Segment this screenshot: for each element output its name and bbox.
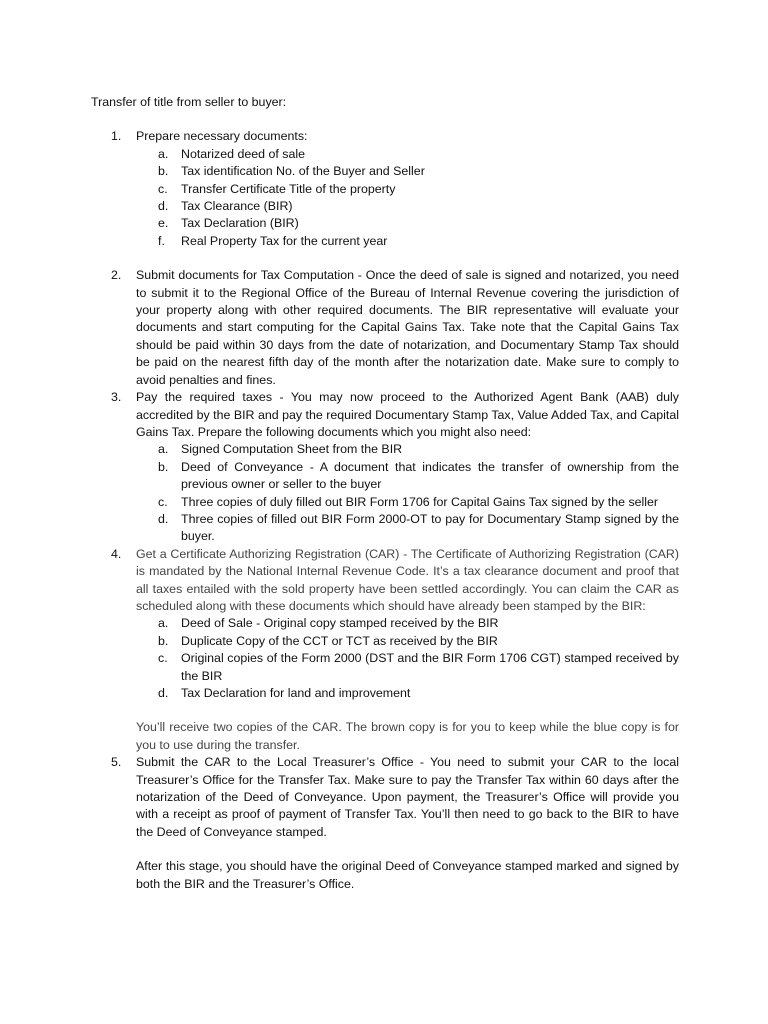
item-letter: d. (158, 199, 169, 214)
document-title: Transfer of title from seller to buyer: (91, 95, 287, 109)
item-letter: a. (158, 616, 169, 631)
step-note: After this stage, you should have the original Deed of Conveyance stamped marked and signed by both the BIR and the Treasurer’s Office. (136, 859, 679, 891)
item-letter: c. (158, 181, 168, 196)
item-text: Tax identification No. of the Buyer and Seller (181, 164, 425, 179)
list-item (136, 163, 679, 180)
item-text: Three copies of filled out BIR Form 2000-OT to pay for Documentary Stamp signed by the buyer. (181, 511, 679, 544)
step-1 (91, 128, 679, 250)
item-text: Signed Computation Sheet from the BIR (181, 442, 403, 457)
steps-list (91, 128, 679, 893)
list-item (136, 459, 679, 494)
step-3 (91, 389, 679, 546)
list-item (136, 181, 679, 198)
item-text: Tax Declaration (BIR) (181, 216, 299, 231)
item-letter: c. (158, 494, 168, 509)
step-note: You’ll receive two copies of the CAR. The brown copy is for you to keep while the blue copy is for you to use during the transfer. (136, 720, 679, 752)
list-item (136, 233, 679, 250)
step-2 (91, 267, 679, 389)
item-letter: f. (158, 233, 165, 248)
item-letter: d. (158, 686, 169, 700)
item-text: Real Property Tax for the current year (181, 233, 388, 248)
item-text: Transfer Certificate Title of the property (181, 181, 396, 196)
list-item (136, 198, 679, 215)
sub-list (136, 615, 679, 702)
item-text: Notarized deed of sale (181, 146, 305, 161)
item-letter: e. (158, 216, 169, 231)
list-item (136, 215, 679, 232)
list-item (136, 511, 679, 546)
item-text: Three copies of duly filled out BIR Form 1706 for Capital Gains Tax signed by the seller (181, 494, 659, 509)
step-text: Submit the CAR to the Local Treasurer’s Office - You need to submit your CAR to the local Treasurer’s Office for the Transfer Tax. Make sure to pay the Transfer Tax within 60 days after the notarization of the Deed of Conveyance. Upon payment, the Treasurer’s Office will provide you with a receipt as proof of payment of Transfer Tax. You’ll then need to go back to the BIR to have the Deed of Conveyance stamped. (136, 755, 679, 839)
sub-list (136, 441, 679, 545)
item-text: Tax Clearance (BIR) (181, 199, 293, 214)
item-letter: a. (158, 442, 169, 457)
step-4 (91, 546, 679, 754)
list-item (136, 650, 679, 685)
item-letter: b. (158, 164, 169, 179)
step-number: 5. (111, 755, 122, 770)
list-item (136, 685, 679, 702)
item-letter: b. (158, 633, 169, 648)
step-text: Submit documents for Tax Computation - Once the deed of sale is signed and notarized, you need to submit it to the Regional Office of the Bureau of Internal Revenue covering the jurisdiction of your property along with other required documents. The BIR representative will evaluate your documents and start computing for the Capital Gains Tax. Take note that the Capital Gains Tax should be paid within 30 days from the date of notarization, and Documentary Stamp Tax should be paid on the nearest fifth day of the month after the notarization date. Make sure to comply to avoid penalties and fines. (136, 268, 679, 387)
step-text: Prepare necessary documents: (136, 129, 308, 144)
list-item (136, 633, 679, 650)
step-text: Pay the required taxes - You may now proceed to the Authorized Agent Bank (AAB) duly accredited by the BIR and pay the required Documentary Stamp Tax, Value Added Tax, and Capital Gains Tax. Prepare the following documents which you might also need: (136, 390, 679, 439)
item-letter: d. (158, 511, 169, 526)
document-body (91, 94, 679, 893)
item-letter: c. (158, 651, 168, 666)
list-item (136, 615, 679, 632)
item-text: Tax Declaration for land and improvement (181, 686, 411, 700)
step-text: Get a Certificate Authorizing Registration (CAR) - The Certificate of Authorizing Registration (CAR) is mandated by the National Internal Revenue Code. It’s a tax clearance document and proof that all taxes entailed with the sold property have been settled accordingly. You can claim the CAR as scheduled along with these documents which should have already been stamped by the BIR: (136, 546, 679, 613)
item-text: Original copies of the Form 2000 (DST and the BIR Form 1706 CGT) stamped received by the BIR (181, 651, 679, 683)
list-item (136, 441, 679, 458)
step-number: 4. (111, 546, 122, 561)
list-item (136, 494, 679, 511)
list-item (136, 146, 679, 163)
step-5 (91, 754, 679, 893)
step-number: 2. (111, 268, 122, 283)
step-number: 3. (111, 390, 122, 405)
step-number: 1. (111, 129, 122, 144)
item-text: Deed of Sale - Original copy stamped received by the BIR (181, 616, 499, 631)
sub-list (136, 146, 679, 250)
item-text: Duplicate Copy of the CCT or TCT as received by the BIR (181, 633, 498, 648)
item-letter: b. (158, 459, 169, 474)
item-letter: a. (158, 146, 169, 161)
item-text: Deed of Conveyance - A document that indicates the transfer of ownership from the previous owner or seller to the buyer (181, 459, 679, 492)
